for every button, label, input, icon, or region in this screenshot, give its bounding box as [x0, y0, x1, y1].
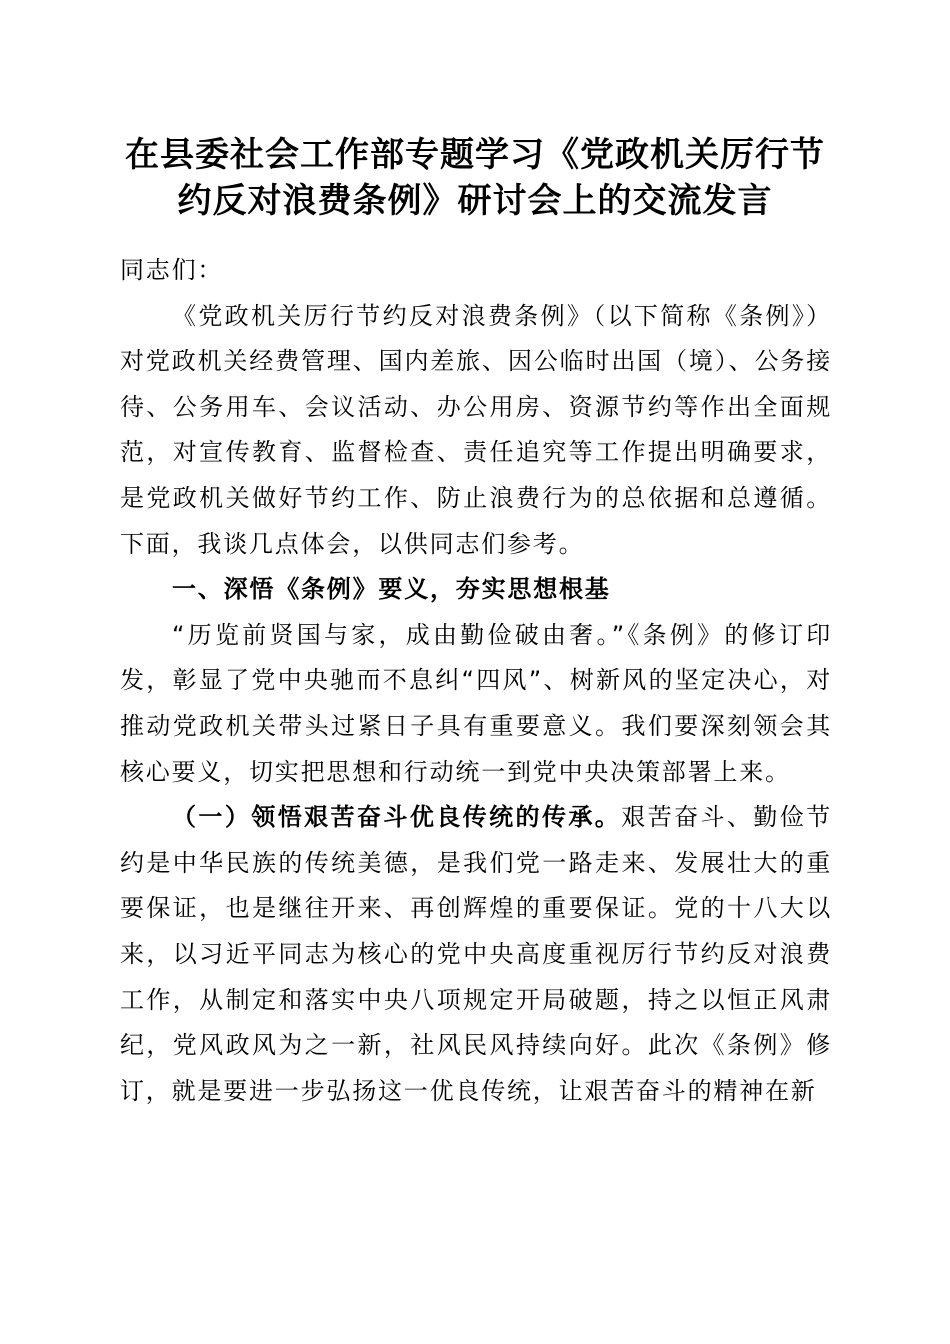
title-line-1: 在县委社会工作部专题学习《党政机关厉行节 [125, 135, 825, 175]
section-1-heading: 一、深悟《条例》要义，夯实思想根基 [172, 575, 611, 604]
salutation: 同志们： [120, 256, 224, 284]
document-title [100, 132, 850, 224]
section-1-paragraph: “历览前贤国与家，成由勤俭破由奢。”《条例》的修订印发，彰显了党中央驰而不息纠“四风”、树新风的坚定决心，对推动党政机关带头过紧日子具有重要意义。我们要深刻领会其核心要义，切实把思想和行动统一到党中央决策部署上来。 [120, 620, 832, 786]
intro-paragraph: 《党政机关厉行节约反对浪费条例》（以下简称《条例》）对党政机关经费管理、国内差旅、因公临时出国（境）、公务接待、公务用车、会议活动、办公用房、资源节约等作出全面规范，对宣传教育、监督检查、责任追究等工作提出明确要求，是党政机关做好节约工作、防止浪费行为的总依据和总遵循。下面，我谈几点体会，以供同志们参考。 [120, 301, 832, 558]
document-body [120, 248, 832, 1114]
subsection-1-text: 艰苦奋斗、勤俭节约是中华民族的传统美德，是我们党一路走来、发展壮大的重要保证，也是继往开来、再创辉煌的重要保证。党的十八大以来，以习近平同志为核心的党中央高度重视厉行节约反对浪费工作，从制定和落实中央八项规定开局破题，持之以恒正风肃纪，党风政风为之一新，社风民风持续向好。此次《条例》修订，就是要进一步弘扬这一优良传统，让艰苦奋斗的精神在新 [120, 803, 832, 1105]
subsection-1-paragraph [120, 795, 832, 1114]
subsection-1-heading: （一）领悟艰苦奋斗优良传统的传承。 [172, 803, 622, 832]
title-line-2: 约反对浪费条例》研讨会上的交流发言 [177, 181, 773, 221]
